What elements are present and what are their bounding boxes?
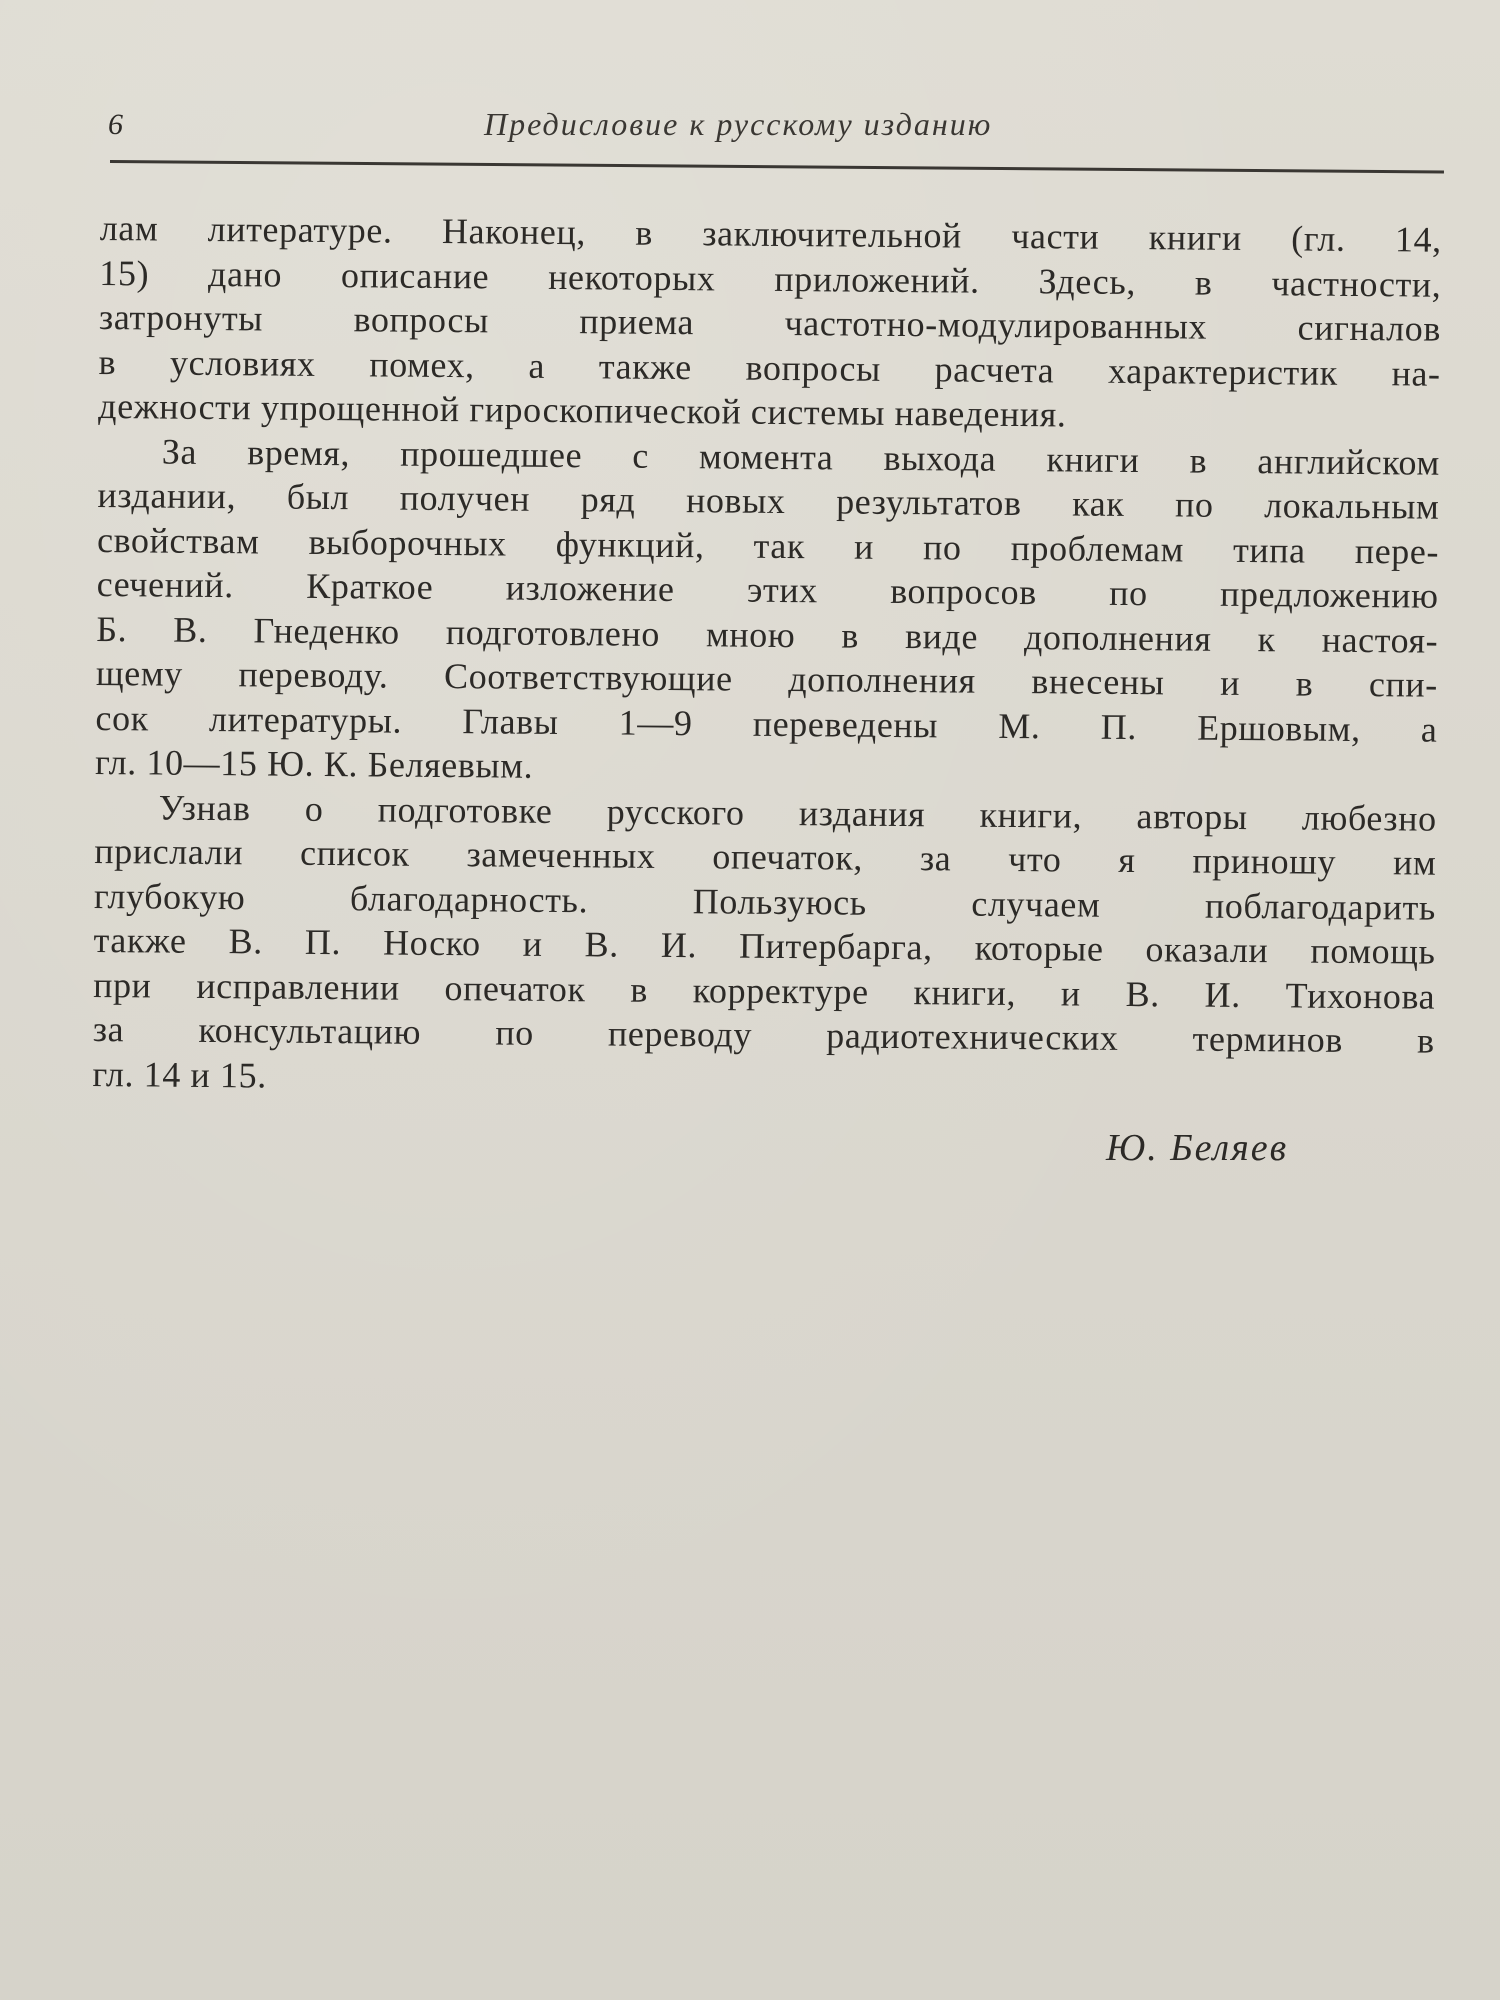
- text-line: сок литературы. Главы 1—9 переведены М. П. Ершовым, а: [95, 697, 1438, 750]
- text-line: сечений. Краткое изложение этих вопросов по предложению: [96, 563, 1439, 616]
- text-line: дежности упрощенной гироскопической системы наведения.: [98, 385, 1067, 435]
- page-number: 6: [108, 108, 123, 141]
- running-title: Предисловие к русскому изданию: [484, 106, 993, 142]
- running-head: [108, 100, 1448, 150]
- text-line: прислали список замеченных опечаток, за что я приношу им: [94, 830, 1437, 883]
- text-line: гл. 10—15 Ю. К. Беляевым.: [94, 741, 534, 786]
- text-line: лам литературе. Наконец, в заключительной части книги (гл. 14,: [99, 207, 1442, 260]
- text-line: за консультацию по переводу радиотехнических терминов в: [92, 1008, 1435, 1061]
- header-rule: [110, 160, 1444, 173]
- signature: Ю. Беляев: [1106, 1127, 1289, 1169]
- text-line: гл. 14 и 15.: [92, 1053, 267, 1095]
- text-line: свойствам выборочных функций, так и по проблемам типа пере-: [96, 519, 1440, 572]
- text-line: глубокую благодарность. Пользуюсь случаем поблагодарить: [93, 875, 1437, 928]
- body-text: [92, 206, 1442, 1108]
- text-line: щему переводу. Соответствующие дополнения внесены и в спи-: [95, 652, 1439, 705]
- text-line: За время, прошедшее с момента выхода книги в английском: [161, 431, 1440, 483]
- text-line: в условиях помех, а также вопросы расчета характеристик на-: [98, 341, 1441, 394]
- text-line: издании, был получен ряд новых результатов как по локальным: [97, 474, 1440, 527]
- text-line: 15) дано описание некоторых приложений. Здесь, в частности,: [99, 252, 1442, 305]
- text-line: Узнав о подготовке русского издания книги, авторы любезно: [158, 787, 1437, 839]
- text-line: при исправлении опечаток в корректуре книги, и В. И. Тихонова: [93, 964, 1436, 1017]
- text-line: также В. П. Носко и В. И. Питербарга, которые оказали помощь: [93, 919, 1436, 972]
- text-line: Б. В. Гнеденко подготовлено мною в виде дополнения к настоя-: [96, 608, 1439, 661]
- text-line: затронуты вопросы приема частотно-модулированных сигналов: [98, 296, 1442, 349]
